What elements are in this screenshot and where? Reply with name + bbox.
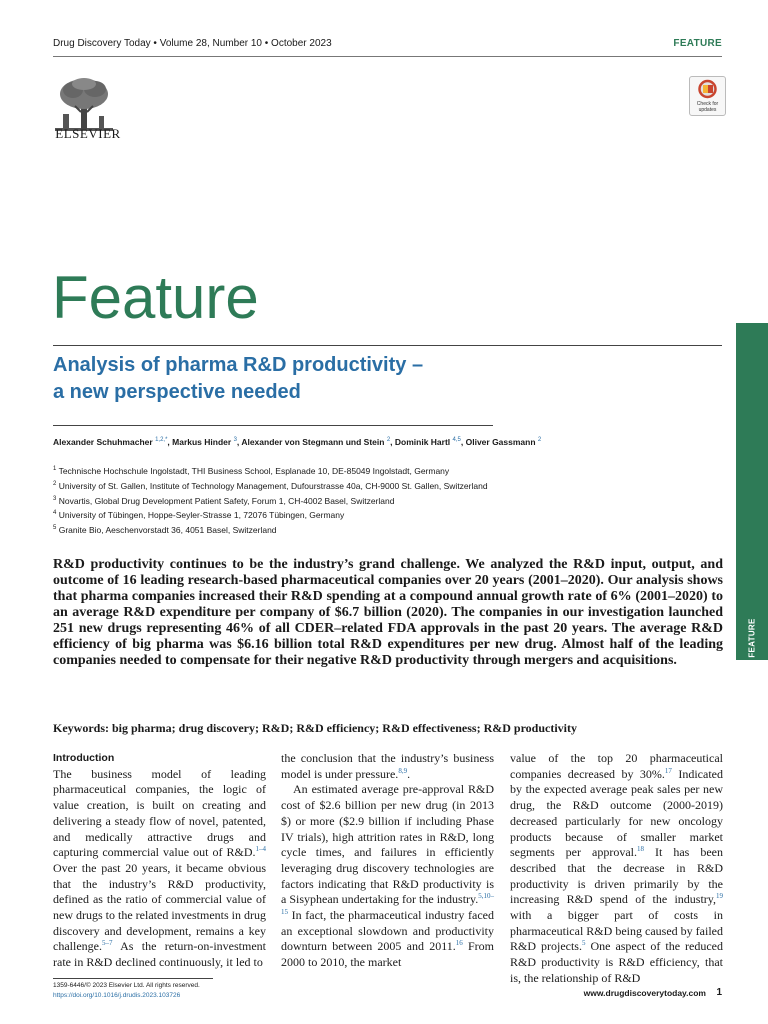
author-affiliation-marker[interactable]: 4,5	[452, 437, 461, 444]
paragraph: value of the top 20 pharmaceutical companies decreased by 30%.$^{17}$ Indicated by the expected average peak sales per new drug, the R&D outcome (2000-2019) decreased particularly for new oncology products because of smaller market segments per approval.$^{18}$ It has been described that the decrease in R&D productivity is driven primarily by the increasing R&D spend of the industry,$^{19}$ with a bigger part of costs in pharmaceutical R&D being caused by failed R&D projects.$^5$ One aspect of the reduced R&D productivity is R&D efficiency, that is, the relationship of R&D	[510, 751, 723, 985]
affiliation-item: $^2$ University of St. Gallen, Institute of Technology Management, Dufourstrasse 40a, CH-9000 St. Gallen, Switzerland	[53, 480, 488, 491]
title-rule-short	[53, 425, 493, 426]
title-rule	[53, 345, 722, 346]
publisher-name: ELSEVIER	[55, 126, 121, 141]
author-affiliation-marker[interactable]: 3	[233, 437, 237, 444]
abstract: R&D productivity continues to be the industry’s grand challenge. We analyzed the R&D input, output, and outcome of 16 leading research-based pharmaceutical companies over 20 years (2001–2020). Our analysis shows that pharma companies increased their R&D spending at a compound annual growth rate of 6% (2001–2020) to an average R&D expenditure per company of $6.7 billion (2020). The companies in our investigation launched 251 new drugs representing 46% of all CDER–related FDA approvals in the past 20 years. The average R&D efficiency of big pharma was $6.16 billion total R&D expenditures per new drug. Almost half of the leading companies needed to compensate for their negative R&D productivity through mergers and acquisitions.	[53, 557, 723, 668]
journal-website-link[interactable]: www.drugdiscoverytoday.com	[583, 988, 706, 998]
citation-link[interactable]: 5–7	[101, 939, 113, 948]
section-title: Feature	[52, 264, 259, 331]
article-title	[53, 352, 423, 406]
citation-link[interactable]: 1–4	[255, 845, 266, 854]
check-for-updates-button[interactable]	[689, 76, 726, 116]
author-name[interactable]: Alexander von Stegmann und Stein	[241, 437, 385, 447]
side-tab-label: FEATURE	[747, 618, 757, 658]
citation-link[interactable]: 8,9	[398, 766, 408, 775]
check-updates-line2: updates	[698, 107, 717, 113]
author-affiliation-marker[interactable]: 2	[537, 437, 542, 444]
body-column-3	[510, 751, 723, 987]
article-title-line1: Analysis of pharma R&D productivity –	[53, 354, 424, 376]
journal-date: October 2023	[271, 38, 332, 49]
affiliation-item: $^1$ Technische Hochschule Ingolstadt, THI Business School, Esplanade 10, DE-85049 Ingolstadt, Germany	[53, 465, 450, 476]
author-list: Alexander Schuhmacher $^{1,2,*}$, Markus Hinder $^3$, Alexander von Stegmann und Stein $^2$, Dominik Hartl $^{4,5}$, Oliver Gassmann $^2$	[53, 437, 542, 447]
running-header: Drug Discovery Today • Volume 28, Number 10 • October 2023	[53, 38, 332, 49]
section-heading-introduction: Introduction	[53, 752, 115, 764]
author-name[interactable]: Markus Hinder	[172, 437, 232, 447]
author-name[interactable]: Alexander Schuhmacher	[53, 437, 153, 447]
affiliation-list	[53, 463, 488, 537]
footer-rule	[53, 978, 213, 979]
check-updates-line1: Check for	[696, 101, 719, 107]
keywords: Keywords: big pharma; drug discovery; R&D; R&D efficiency; R&D effectiveness; R&D productivity	[53, 721, 578, 735]
affiliation-item: $^3$ Novartis, Global Drug Development Patient Safety, Forum 1, CH-4002 Basel, Switzerland	[53, 495, 395, 506]
author-name[interactable]: Oliver Gassmann	[465, 437, 536, 447]
citation-link[interactable]: 5	[581, 939, 586, 948]
paragraph: An estimated average pre-approval R&D cost of $2.6 billion per new drug (in 2013 $) or more ($2.9 billion if including Phase IV trials), high attrition rates in R&D, long cycle times, and failures in efficiently leveraging drug discovery technologies are factors indicating that R&D productivity is a Sisyphean undertaking for the industry.$^{5,10-15}$ In fact, the pharmaceutical industry faced an exceptional slowdown and productivity downturn between 2005 and 2011.16 From 2000 to 2010, the market	[281, 782, 494, 970]
check-updates-icon	[690, 77, 725, 101]
author-affiliation-marker[interactable]: 1,2,*	[155, 437, 168, 444]
citation-link[interactable]: 16	[455, 939, 463, 948]
side-section-tab	[736, 323, 768, 660]
page-number: 1	[716, 987, 722, 998]
doi-link[interactable]: https://doi.org/10.1016/j.drudis.2023.103726	[53, 992, 181, 999]
citation-link[interactable]: 18	[636, 845, 644, 854]
header-rule	[53, 56, 722, 57]
header-section-label: FEATURE	[673, 38, 722, 49]
body-column-1	[53, 751, 266, 971]
copyright-notice: 1359-6446/© 2023 Elsevier Ltd. All rights reserved.	[53, 982, 200, 989]
citation-link[interactable]: 17	[664, 766, 672, 775]
author-affiliation-marker[interactable]: 2	[386, 437, 391, 444]
paragraph: The business model of leading pharmaceutical companies, the logic of value creation, is built on creating and delivering a steady flow of novel, patented, and medically attractive drugs and capturing commercial value out of R&D.$^{1-4}$ Over the past 20 years, it became obvious that the industry’s R&D productivity, defined as the ratio of commercial value of new drugs to the related investments in drug discovery and development, remains a key challenge.$^{5-7}$ As the return-on-investment rate in R&D declined continuously, it led to	[53, 766, 266, 970]
author-name[interactable]: Dominik Hartl	[394, 437, 451, 447]
citation-link[interactable]: 5,10–15	[281, 892, 494, 917]
affiliation-item: $^5$ Granite Bio, Aeschenvorstadt 36, 4051 Basel, Switzerland	[53, 525, 277, 536]
paragraph: the conclusion that the industry’s business model is under pressure.$^{8,9}$.	[281, 751, 494, 781]
journal-volume: Volume 28, Number 10	[159, 38, 262, 49]
article-title-line2: a new perspective needed	[53, 381, 301, 403]
affiliation-item: $^4$ University of Tübingen, Hoppe-Seyler-Strasse 1, 72076 Tübingen, Germany	[53, 510, 345, 521]
body-column-2	[281, 751, 494, 971]
journal-name: Drug Discovery Today	[53, 38, 151, 49]
citation-link[interactable]: 19	[716, 892, 723, 901]
